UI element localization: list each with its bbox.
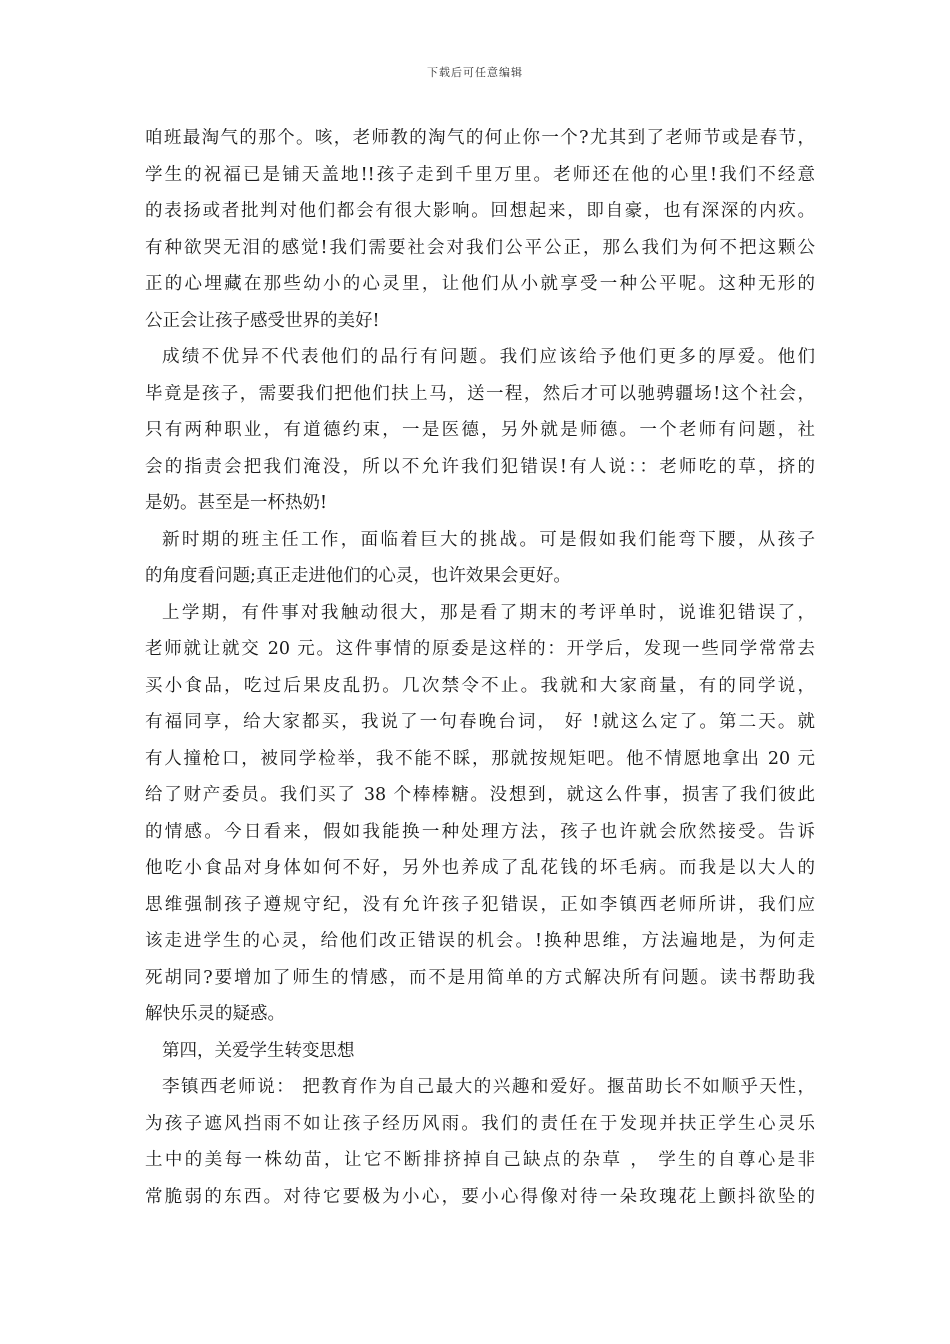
text-line: 是奶。甚至是一杯热奶! <box>145 493 328 513</box>
text-line: 学生的祝福已是铺天盖地!!孩子走到千里万里。老师还在他的心里!我们不经意 <box>145 164 815 185</box>
text-line: 成绩不优异不代表他们的品行有问题。我们应该给予他们更多的厚爱。他们 <box>162 347 815 367</box>
text-line: 给了财产委员。我们买了 38 个棒棒糖。没想到，就这么件事，损害了我们彼此 <box>145 785 815 805</box>
text-line: 第四，关爱学生转变思想 <box>162 1040 355 1061</box>
text-line: 死胡同?要增加了师生的情感，而不是用简单的方式解决所有问题。读书帮助我 <box>145 967 815 988</box>
text-line: 新时期的班主任工作，面临着巨大的挑战。可是假如我们能弯下腰，从孩子 <box>162 529 815 550</box>
text-line: 有种欲哭无泪的感觉!我们需要社会对我们公平公正，那么我们为何不把这颗公 <box>145 237 815 258</box>
text-line: 老师就让就交 20 元。这件事情的原委是这样的：开学后，发现一些同学常常去 <box>145 639 815 659</box>
text-line: 的角度看问题;真正走进他们的心灵，也许效果会更好。 <box>145 566 571 586</box>
text-line: 土中的美每一株幼苗，让它不断排挤掉自己缺点的杂草 ， 学生的自尊心是非 <box>145 1150 815 1170</box>
text-line: 咱班最淘气的那个。咳，老师教的淘气的何止你一个?尤其到了老师节或是春节， <box>145 128 815 148</box>
text-line: 常脆弱的东西。对待它要极为小心，要小心得像对待一朵玫瑰花上颤抖欲坠的 <box>145 1186 815 1207</box>
text-line: 的情感。今日看来，假如我能换一种处理方法，孩子也许就会欣然接受。告诉 <box>145 821 815 842</box>
text-line: 会的指责会把我们淹没，所以不允许我们犯错误!有人说：：老师吃的草，挤的 <box>145 456 815 477</box>
text-line: 该走进学生的心灵，给他们改正错误的机会。!换种思维，方法遍地是，为何走 <box>145 931 815 951</box>
text-line: 思维强制孩子遵规守纪，没有允许孩子犯错误，正如李镇西老师所讲，我们应 <box>145 894 815 915</box>
text-line: 上学期，有件事对我触动很大，那是看了期末的考评单时，说谁犯错误了， <box>162 602 815 623</box>
text-line: 解快乐灵的疑惑。 <box>145 1004 285 1024</box>
text-line: 为孩子遮风挡雨不如让孩子经历风雨。我们的责任在于发现并扶正学生心灵乐 <box>145 1113 815 1134</box>
text-line: 的表扬或者批判对他们都会有很大影响。回想起来，即自豪，也有深深的内疚。 <box>145 201 815 221</box>
text-line: 李镇西老师说： 把教育作为自己最大的兴趣和爱好。揠苗助长不如顺乎天性， <box>162 1077 815 1097</box>
text-line: 公正会让孩子感受世界的美好! <box>145 310 380 331</box>
document-body <box>145 120 815 1215</box>
text-line: 买小食品，吃过后果皮乱扔。几次禁令不止。我就和大家商量，有的同学说， <box>145 675 815 696</box>
text-line: 有福同享，给大家都买，我说了一句春晚台词， 好 !就这么定了。第二天。就 <box>145 712 815 732</box>
text-line: 他吃小食品对身体如何不好，另外也养成了乱花钱的坏毛病。而我是以大人的 <box>145 858 815 878</box>
page-header: 下载后可任意编辑 <box>427 66 523 79</box>
text-line: 只有两种职业，有道德约束，一是医德，另外就是师德。一个老师有问题，社 <box>145 420 815 440</box>
text-line: 有人撞枪口，被同学检举，我不能不睬，那就按规矩吧。他不情愿地拿出 20 元 <box>145 748 815 769</box>
text-line: 正的心埋藏在那些幼小的心灵里，让他们从小就享受一种公平呢。这种无形的 <box>145 274 815 294</box>
text-line: 毕竟是孩子，需要我们把他们扶上马，送一程，然后才可以驰骋疆场!这个社会， <box>145 383 815 404</box>
